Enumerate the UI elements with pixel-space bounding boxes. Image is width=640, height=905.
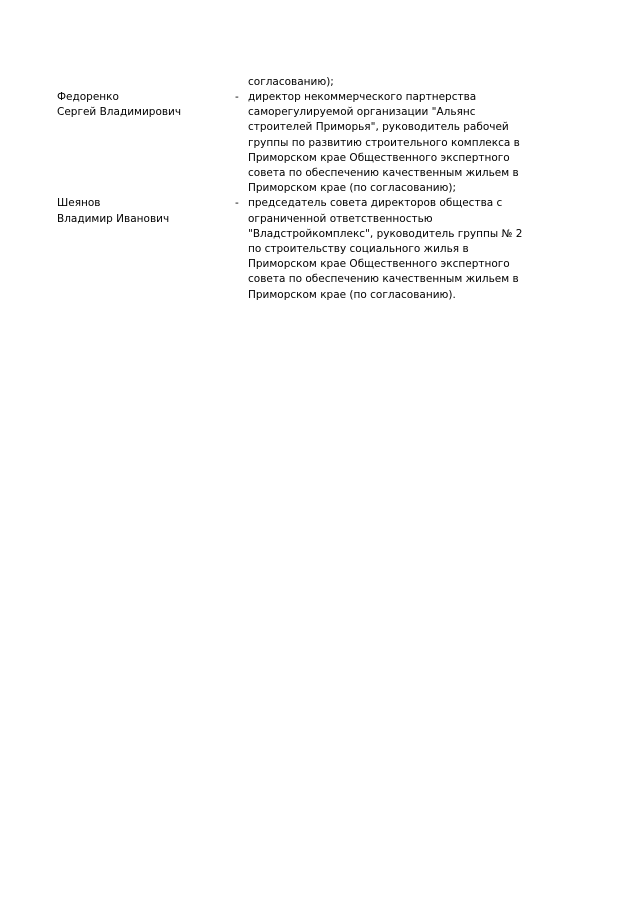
- member-surname: Федоренко: [57, 91, 119, 103]
- member-given-names: Владимир Иванович: [57, 212, 170, 225]
- role-line: по строительству социального жилья в: [248, 243, 469, 256]
- role-line: Приморском крае Общественного экспертного: [248, 151, 510, 164]
- member-surname: Шеянов: [57, 197, 101, 210]
- role-line: строителей Приморья", руководитель рабочей: [248, 121, 509, 134]
- role-line: саморегулируемой организации "Альянс: [248, 106, 476, 119]
- role-line: совета по обеспечению качественным жильем в: [248, 273, 519, 286]
- separator-dash: -: [235, 91, 239, 103]
- separator-dash: -: [235, 197, 239, 210]
- role-line: Приморском крае Общественного экспертного: [248, 258, 510, 271]
- continuation-text: согласованию);: [248, 76, 334, 88]
- role-line: совета по обеспечению качественным жильем в: [248, 167, 519, 180]
- member-name: [57, 196, 235, 226]
- member-role: [248, 196, 548, 302]
- member-entry: [57, 90, 577, 196]
- role-line: ограниченной ответственностью: [248, 212, 433, 225]
- member-list: [57, 90, 577, 303]
- member-entry: [57, 196, 577, 302]
- member-role: [248, 90, 548, 196]
- role-line: "Владстройкомплекс", руководитель группы № 2: [248, 227, 523, 240]
- role-line: председатель совета директоров общества с: [248, 197, 503, 210]
- member-given-names: Сергей Владимирович: [57, 106, 182, 119]
- role-line: директор некоммерческого партнерства: [248, 91, 477, 103]
- role-line: Приморском крае (по согласованию).: [248, 288, 456, 301]
- member-name: [57, 90, 235, 120]
- role-line: Приморском крае (по согласованию);: [248, 182, 456, 195]
- role-line: группы по развитию строительного комплекса в: [248, 136, 520, 149]
